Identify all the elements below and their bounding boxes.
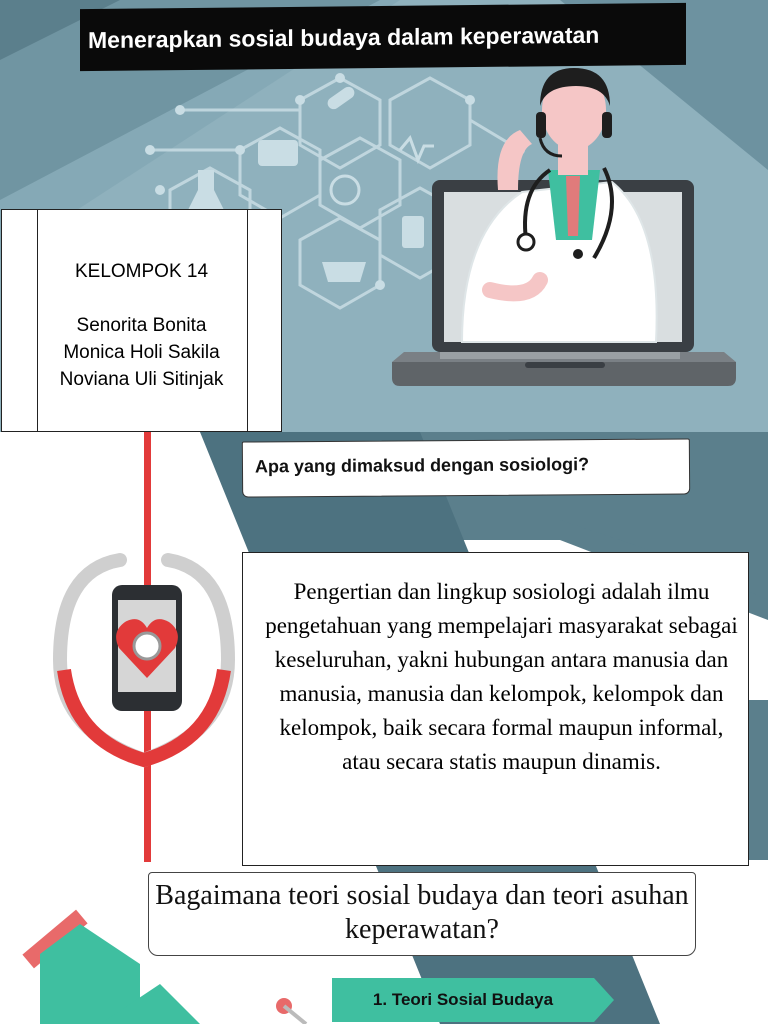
mortar-icon [322,262,366,282]
question-sosiologi: Apa yang dimaksud dengan sosiologi? [242,438,690,497]
question-teori: Bagaimana teori sosial budaya dan teori asuhan keperawatan? [148,872,696,956]
page-title: Menerapkan sosial budaya dalam keperawatan [80,3,686,71]
first-aid-kit-icon [258,140,298,166]
group-member: Noviana Uli Sitinjak [59,369,224,390]
section-heading: 1. Teori Sosial Budaya [372,990,554,1009]
group-name: KELOMPOK 14 [74,261,209,282]
stethoscope-illustration [60,432,228,862]
card-rule-right [247,210,248,431]
medicine-bottle-icon [402,216,424,248]
group-member: Monica Holi Sakila [63,342,220,363]
group-info [38,258,245,393]
group-card [1,209,282,432]
group-member: Senorita Bonita [76,315,207,336]
answer-sosiologi: Pengertian dan lingkup sosiologi adalah ilmu pengetahuan yang mempelajari masyarakat sebagai keseluruhan, yakni hubungan antara manusia dan manusia, manusia dan kelompok, kelompok dan kelompok, baik secara formal maupun informal, atau secara statis maupun dinamis. [242,552,749,866]
